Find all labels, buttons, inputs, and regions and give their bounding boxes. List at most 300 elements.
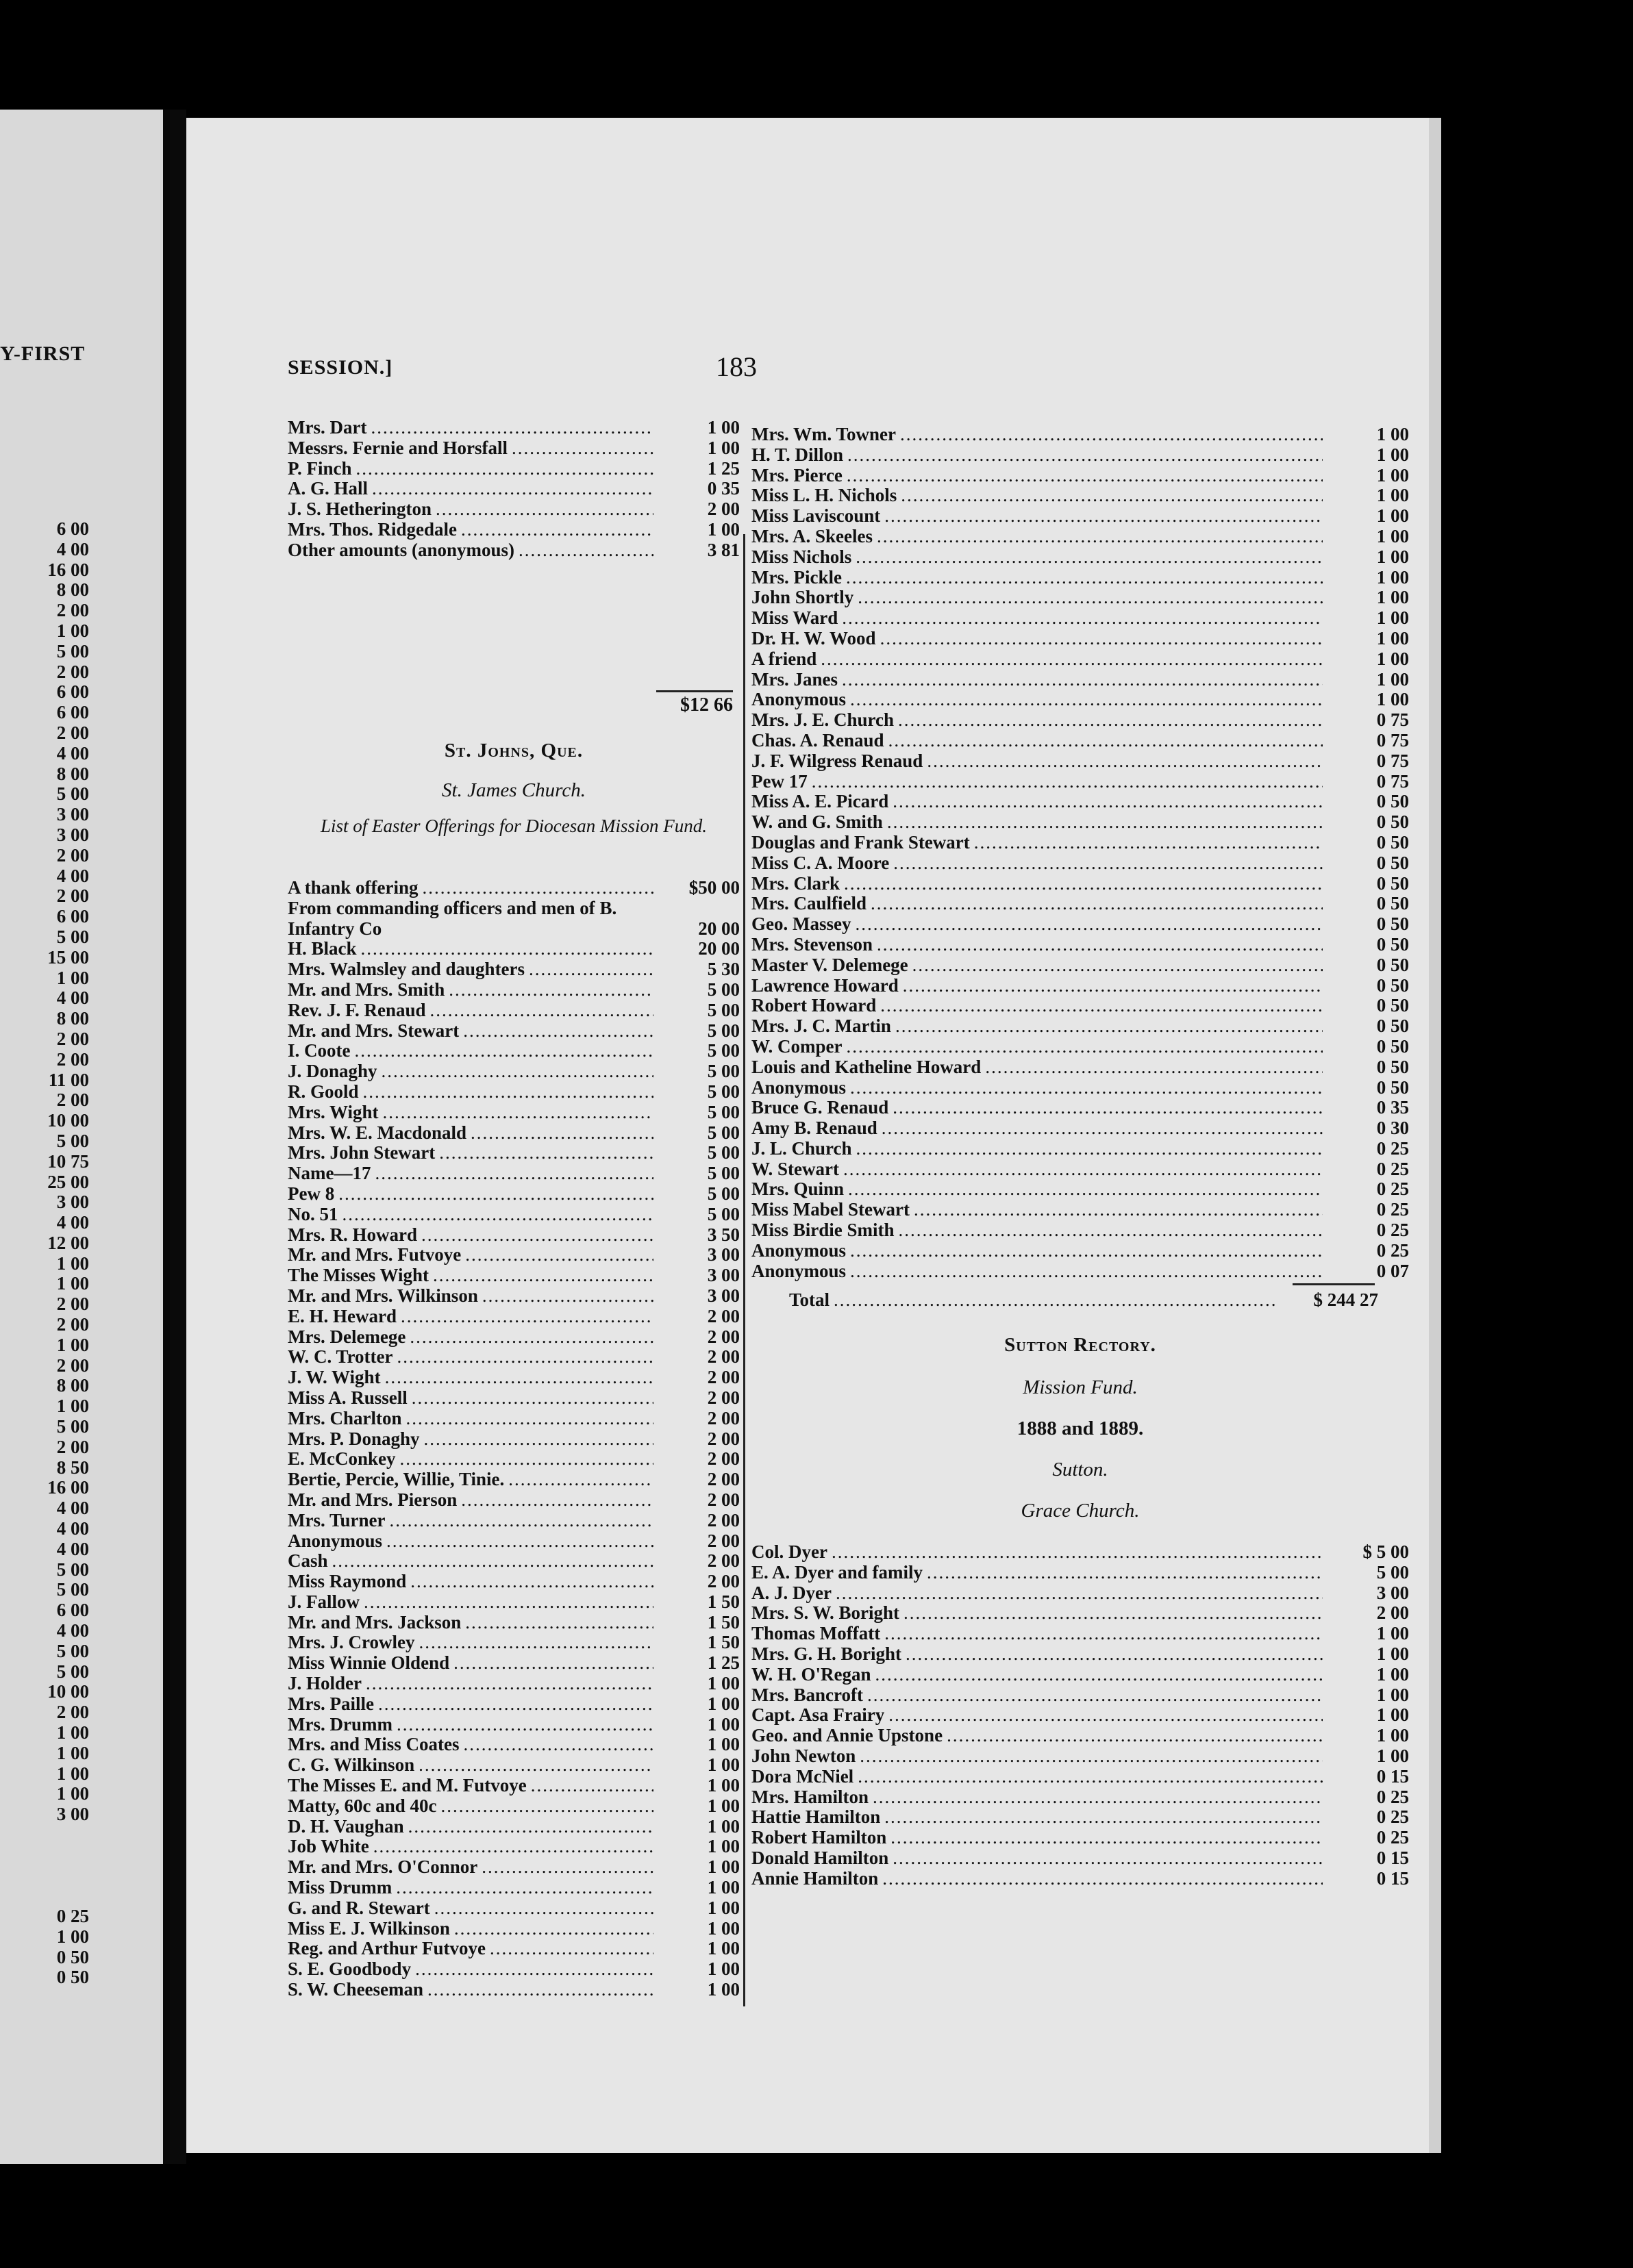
total-rule	[1293, 1283, 1375, 1285]
list-item	[288, 1572, 740, 1592]
donation-amount: 2 00	[707, 1347, 740, 1368]
left-page-amount: 12 00	[47, 1232, 89, 1253]
donation-amount: 0 50	[1376, 934, 1409, 955]
donation-amount: 5 00	[707, 1122, 740, 1143]
donation-amount: 0 75	[1376, 730, 1409, 751]
donation-amount: 0 07	[1376, 1261, 1409, 1281]
list-item	[288, 1265, 740, 1286]
donation-amount: 1 00	[707, 1693, 740, 1714]
list-item	[751, 853, 1409, 874]
list-item	[288, 1653, 740, 1674]
list-item	[751, 792, 1409, 812]
donation-amount: 2 00	[707, 1530, 740, 1551]
left-page-amount: 2 00	[56, 1354, 89, 1376]
donation-amount: 0 75	[1376, 710, 1409, 731]
donor-name: W. H. O'Regan	[751, 1664, 871, 1685]
left-page-amount: 3 00	[56, 1804, 89, 1825]
donation-amount: 1 00	[707, 1837, 740, 1857]
list-item	[288, 1307, 740, 1327]
donation-amount: 1 00	[707, 1918, 740, 1939]
donor-name: D. H. Vaughan	[288, 1816, 404, 1837]
leader-dots	[375, 1163, 653, 1184]
donation-amount: 5 00	[707, 1000, 740, 1020]
list-item	[751, 731, 1409, 751]
donor-name: Mrs. Thos. Ridgedale	[288, 519, 458, 540]
donor-name: Mrs. R. Howard	[288, 1224, 417, 1245]
leader-dots	[342, 1205, 654, 1225]
left-page-amount: 1 00	[56, 1334, 89, 1355]
column-left	[288, 418, 740, 2000]
list-item	[751, 690, 1409, 710]
donation-amount: 5 00	[707, 1163, 740, 1184]
donation-amount: 1 00	[1376, 628, 1409, 648]
donor-name: Messrs. Fernie and Horsfall	[288, 438, 508, 458]
leader-dots	[397, 1347, 653, 1368]
left-page-amount: 1 00	[56, 1722, 89, 1743]
donor-name: John Shortly	[751, 588, 854, 608]
list-item	[751, 568, 1409, 588]
donor-name: Mrs. Turner	[288, 1510, 386, 1530]
donation-amount: 0 50	[1376, 1016, 1409, 1037]
donation-amount: 1 00	[1376, 669, 1409, 690]
donation-amount: 5 00	[707, 1041, 740, 1061]
list-item	[288, 1939, 740, 1959]
leader-dots	[900, 425, 1323, 445]
donation-amount: 2 00	[707, 1510, 740, 1530]
donor-name: Other amounts (anonymous)	[288, 540, 515, 560]
donation-amount: 1 00	[707, 1959, 740, 1980]
left-page-amount: 5 00	[56, 1661, 89, 1682]
donation-amount: 1 00	[707, 1735, 740, 1755]
donor-name: Bertie, Percie, Willie, Tinie.	[288, 1470, 505, 1490]
list-item	[288, 1592, 740, 1613]
donation-amount: 0 50	[1376, 1077, 1409, 1098]
list-item	[288, 1205, 740, 1225]
donor-name: Mr. and Mrs. Smith	[288, 979, 445, 1000]
donation-amount: 1 00	[1376, 690, 1409, 710]
donor-name: Matty, 60c and 40c	[288, 1796, 437, 1816]
list-item	[288, 1613, 740, 1633]
donation-amount: 3 00	[1376, 1583, 1409, 1603]
list-item	[751, 1869, 1409, 1889]
donation-amount: 1 25	[707, 458, 740, 479]
left-page-amount: 16 00	[47, 559, 89, 580]
leader-dots	[884, 506, 1323, 527]
donation-amount: 0 50	[1376, 894, 1409, 914]
leader-dots	[363, 1082, 653, 1102]
donation-amount: 2 00	[707, 1449, 740, 1470]
document-page	[186, 118, 1441, 2153]
leader-dots	[383, 1102, 653, 1123]
list-item	[288, 438, 740, 459]
left-page-amount: 11 00	[48, 1069, 89, 1090]
list-item	[288, 1633, 740, 1653]
list-item	[751, 506, 1409, 527]
list-item	[288, 1123, 740, 1144]
list-item	[288, 1959, 740, 1980]
left-page-amount: 0 50	[56, 1967, 89, 1988]
donor-name: Anonymous	[751, 1077, 847, 1098]
donation-amount: 5 00	[707, 1143, 740, 1163]
list-item	[288, 1470, 740, 1490]
list-item	[751, 1603, 1409, 1624]
donor-name: Mrs. Janes	[751, 669, 838, 690]
list-item	[751, 772, 1409, 792]
leader-dots	[856, 547, 1323, 568]
leader-dots	[439, 1143, 653, 1163]
list-item	[751, 1624, 1409, 1644]
donor-name: Miss L. H. Nichols	[751, 486, 897, 506]
donation-amount: 0 35	[1376, 1098, 1409, 1118]
left-page-amount: 8 00	[56, 763, 89, 784]
left-page-amount: 2 00	[56, 1314, 89, 1335]
leader-dots	[434, 1898, 653, 1919]
donation-amount: 2 00	[707, 1489, 740, 1510]
column-right	[751, 425, 1409, 1889]
section-rectory: Sutton Rectory.	[1004, 1334, 1156, 1356]
left-page-amount: 1 00	[56, 1763, 89, 1784]
donor-name: Mrs. Wight	[288, 1102, 379, 1122]
donation-amount: 2 00	[707, 1326, 740, 1347]
leader-dots	[867, 1685, 1323, 1706]
list-item	[288, 520, 740, 540]
donor-name: E. A. Dyer and family	[751, 1562, 923, 1583]
donor-name: Robert Howard	[751, 996, 877, 1016]
list-item	[751, 1807, 1409, 1828]
donation-amount: 1 00	[1376, 1624, 1409, 1644]
left-page-amount: 3 00	[56, 804, 89, 825]
donation-amount: 5 00	[707, 1061, 740, 1082]
list-item	[288, 1429, 740, 1450]
left-page-amount: 2 00	[56, 722, 89, 743]
leader-dots	[847, 1037, 1323, 1057]
donor-name: R. Goold	[288, 1081, 359, 1102]
donation-amount: 0 75	[1376, 771, 1409, 792]
donor-name: H. T. Dillon	[751, 444, 844, 465]
leader-dots	[461, 1490, 653, 1511]
leader-dots	[812, 772, 1323, 792]
donation-amount: 2 00	[707, 1368, 740, 1388]
left-page-amount: 8 50	[56, 1457, 89, 1478]
donation-amount: 0 50	[1376, 873, 1409, 894]
donor-name: From commanding officers and men of B. Infantry Co	[288, 898, 617, 939]
offerings-list-continued	[288, 418, 740, 561]
leader-dots	[890, 1828, 1323, 1848]
list-item	[751, 486, 1409, 506]
donation-amount: 5 30	[707, 959, 740, 980]
donation-amount: 0 50	[1376, 996, 1409, 1016]
list-item	[751, 466, 1409, 486]
leader-dots	[410, 1572, 653, 1592]
donor-name: Donald Hamilton	[751, 1848, 889, 1868]
list-item	[288, 1776, 740, 1796]
donation-amount: 5 00	[707, 1183, 740, 1204]
donor-name: Mr. and Mrs. O'Connor	[288, 1857, 478, 1878]
donation-amount: 1 00	[707, 519, 740, 540]
list-item	[288, 1225, 740, 1246]
list-item	[751, 1746, 1409, 1767]
donation-amount: 2 00	[707, 1408, 740, 1428]
leader-dots	[877, 527, 1323, 547]
donor-name: Miss Nichols	[751, 546, 852, 567]
donation-amount: 1 00	[707, 438, 740, 458]
donation-amount: 1 00	[707, 1755, 740, 1776]
list-item	[288, 1143, 740, 1163]
donor-name: Lawrence Howard	[751, 975, 899, 996]
donation-amount: 1 50	[707, 1591, 740, 1612]
list-item	[288, 1245, 740, 1265]
donation-amount: 0 25	[1376, 1828, 1409, 1848]
list-item	[751, 751, 1409, 772]
donor-name: Miss A. Russell	[288, 1387, 408, 1408]
left-page-amounts-bottom	[0, 1906, 89, 1988]
list-item	[288, 1449, 740, 1470]
leader-dots	[850, 1241, 1323, 1261]
donation-amount: 5 00	[707, 1102, 740, 1122]
donation-amount: 1 00	[707, 1816, 740, 1837]
donor-name: J. S. Hetherington	[288, 499, 432, 520]
leader-dots	[871, 894, 1323, 914]
donor-name: Mrs. John Stewart	[288, 1143, 436, 1163]
leader-dots	[366, 1674, 653, 1694]
list-item	[288, 1551, 740, 1572]
donor-name: W. Comper	[751, 1036, 843, 1057]
leader-dots	[508, 1470, 653, 1490]
list-item	[751, 608, 1409, 629]
total-label: Total	[789, 1290, 830, 1310]
donation-amount: 1 00	[1376, 567, 1409, 588]
donation-amount: 1 00	[1376, 1746, 1409, 1766]
left-page-amount: 4 00	[56, 865, 89, 886]
donor-name: Mrs. Dart	[288, 418, 367, 438]
leader-dots	[364, 1592, 653, 1613]
donor-name: Mrs. J. E. Church	[751, 710, 895, 731]
leader-dots	[371, 418, 653, 438]
donor-name: Mrs. Walmsley and daughters	[288, 959, 525, 980]
leader-dots	[332, 1551, 653, 1572]
left-page-header: Y-FIRST	[0, 342, 86, 365]
left-page-amount: 2 00	[56, 1702, 89, 1723]
donor-name: Master V. Delemege	[751, 955, 908, 975]
leader-dots	[912, 955, 1323, 976]
donation-amount: 0 50	[1376, 832, 1409, 853]
left-page-amount: 1 00	[56, 1252, 89, 1274]
donation-amount: 0 35	[707, 479, 740, 499]
left-page-amount: 4 00	[56, 987, 89, 1009]
leader-dots	[834, 1290, 1278, 1311]
donation-amount: 1 00	[1376, 608, 1409, 629]
left-page-amount: 6 00	[56, 1600, 89, 1621]
donor-name: Dr. H. W. Wood	[751, 628, 876, 648]
donation-amount: 1 00	[707, 1878, 740, 1898]
list-item	[751, 1139, 1409, 1159]
donation-amount: 1 00	[1376, 1726, 1409, 1746]
section-place-sutton: Sutton.	[1052, 1459, 1108, 1480]
leader-dots	[433, 1265, 653, 1286]
donation-amount: 0 50	[1376, 955, 1409, 975]
leader-dots	[884, 1624, 1323, 1644]
list-item	[288, 1694, 740, 1715]
list-item	[288, 1082, 740, 1102]
donor-name: Miss Raymond	[288, 1572, 407, 1592]
leader-dots	[465, 1613, 653, 1633]
leader-dots	[846, 568, 1323, 588]
donor-name: Geo. and Annie Upstone	[751, 1726, 943, 1746]
donor-name: Mrs. Pierce	[751, 465, 843, 486]
leader-dots	[880, 629, 1323, 649]
leader-dots	[850, 690, 1323, 710]
leader-dots	[914, 1200, 1323, 1220]
donation-amount: 0 50	[1376, 853, 1409, 873]
donation-amount: 1 00	[1376, 648, 1409, 669]
leader-dots	[899, 1220, 1323, 1241]
donor-name: Mrs. S. W. Boright	[751, 1603, 900, 1624]
leader-dots	[850, 1261, 1323, 1282]
list-item	[288, 1857, 740, 1878]
section-place: St. Johns, Que.	[444, 740, 584, 761]
list-item	[751, 1726, 1409, 1746]
donor-name: J. W. Wight	[288, 1368, 381, 1388]
left-page-amount: 8 00	[56, 579, 89, 601]
donation-amount: 5 00	[707, 1020, 740, 1041]
donation-amount: 3 00	[707, 1265, 740, 1286]
leader-dots	[390, 1511, 653, 1531]
list-item	[751, 1078, 1409, 1098]
donation-amount: 5 00	[707, 979, 740, 1000]
donation-amount: 1 00	[707, 1674, 740, 1694]
donor-name: J. F. Wilgress Renaud	[751, 751, 923, 771]
donor-name: Mrs. Caulfield	[751, 894, 867, 914]
list-item	[751, 445, 1409, 466]
donor-name: Cash	[288, 1551, 328, 1572]
list-item	[751, 1159, 1409, 1180]
list-item	[288, 1919, 740, 1939]
donation-amount: 0 25	[1376, 1200, 1409, 1220]
list-item	[288, 1327, 740, 1348]
total-row	[789, 1290, 1378, 1311]
page-number: 183	[716, 351, 757, 382]
leader-dots	[461, 520, 653, 540]
leader-dots	[408, 1817, 653, 1837]
leader-dots	[419, 1633, 653, 1653]
list-item	[288, 1511, 740, 1531]
list-item	[288, 1021, 740, 1042]
donor-name: Mrs. P. Donaghy	[288, 1428, 420, 1449]
leader-dots	[887, 812, 1323, 833]
list-item	[751, 1261, 1409, 1282]
left-page-amount: 0 50	[56, 1946, 89, 1967]
donation-amount: 2 00	[707, 1551, 740, 1572]
left-page-amount: 3 00	[56, 824, 89, 845]
donation-amount: 0 25	[1376, 1138, 1409, 1159]
subtotal-rule	[656, 690, 733, 692]
leader-dots	[880, 996, 1323, 1016]
leader-dots	[401, 1307, 653, 1327]
leader-dots	[848, 1179, 1323, 1200]
list-item	[751, 1644, 1409, 1665]
list-item	[288, 878, 740, 898]
leader-dots	[858, 1767, 1323, 1787]
left-page-amount: 5 00	[56, 1579, 89, 1600]
list-item	[751, 874, 1409, 894]
leader-dots	[882, 1118, 1323, 1139]
list-item	[288, 1184, 740, 1205]
left-page-amount: 2 00	[56, 844, 89, 866]
donor-name: The Misses Wight	[288, 1265, 429, 1286]
list-item	[751, 670, 1409, 690]
donor-name: Anonymous	[751, 690, 847, 710]
section-church-grace: Grace Church.	[1021, 1500, 1140, 1522]
leader-dots	[873, 1787, 1323, 1808]
donor-name: Reg. and Arthur Futvoye	[288, 1939, 486, 1959]
donation-amount: 1 00	[1376, 1643, 1409, 1664]
leader-dots	[531, 1776, 653, 1796]
left-page-amount: 25 00	[47, 1171, 89, 1192]
list-item	[751, 1705, 1409, 1726]
list-item	[751, 629, 1409, 649]
donor-name: Capt. Asa Frairy	[751, 1705, 885, 1726]
left-page-amount: 5 00	[56, 926, 89, 947]
list-item	[751, 996, 1409, 1016]
donor-name: Mrs. J. Crowley	[288, 1633, 415, 1653]
leader-dots	[415, 1959, 653, 1980]
left-page-amount: 2 00	[56, 600, 89, 621]
leader-dots	[901, 486, 1323, 506]
leader-dots	[419, 1755, 653, 1776]
donor-name: Miss Birdie Smith	[751, 1220, 895, 1241]
donation-amount: 0 25	[1376, 1159, 1409, 1179]
list-item	[751, 894, 1409, 914]
donation-amount: 0 50	[1376, 975, 1409, 996]
donation-amount: 1 00	[707, 1776, 740, 1796]
list-item	[288, 1980, 740, 2000]
leader-dots	[465, 1245, 653, 1265]
list-item	[751, 955, 1409, 976]
donation-amount: 5 00	[707, 1081, 740, 1102]
list-item	[288, 1000, 740, 1021]
left-page-amount: 2 00	[56, 1048, 89, 1070]
donation-amount: 2 00	[707, 1306, 740, 1326]
list-item	[751, 976, 1409, 996]
list-item	[751, 425, 1409, 445]
leader-dots	[482, 1286, 653, 1307]
leader-dots	[844, 874, 1323, 894]
leader-dots	[449, 980, 653, 1000]
subtotal-amount: $12 66	[680, 694, 733, 716]
donor-name: E. H. Heward	[288, 1306, 397, 1326]
left-page-amount: 8 00	[56, 1008, 89, 1029]
list-item	[288, 939, 740, 959]
left-page-amount: 5 00	[56, 783, 89, 805]
leader-dots	[454, 1919, 653, 1939]
leader-dots	[821, 649, 1323, 670]
donor-name: Mr. and Mrs. Stewart	[288, 1020, 460, 1041]
left-page-amount: 4 00	[56, 538, 89, 559]
list-item	[751, 1542, 1409, 1563]
donor-name: Name—17	[288, 1163, 371, 1184]
list-item	[288, 1286, 740, 1307]
list-item	[288, 1388, 740, 1409]
leader-dots	[877, 935, 1323, 955]
list-item	[288, 959, 740, 980]
donation-amount: 2 00	[707, 1428, 740, 1449]
list-item	[288, 479, 740, 499]
left-page-amount: 2 00	[56, 661, 89, 682]
donation-amount: 1 00	[707, 1939, 740, 1959]
donor-name: Mrs. Paille	[288, 1693, 374, 1714]
left-page-amount: 0 25	[56, 1906, 89, 1926]
donation-amount: 1 00	[707, 1980, 740, 2000]
